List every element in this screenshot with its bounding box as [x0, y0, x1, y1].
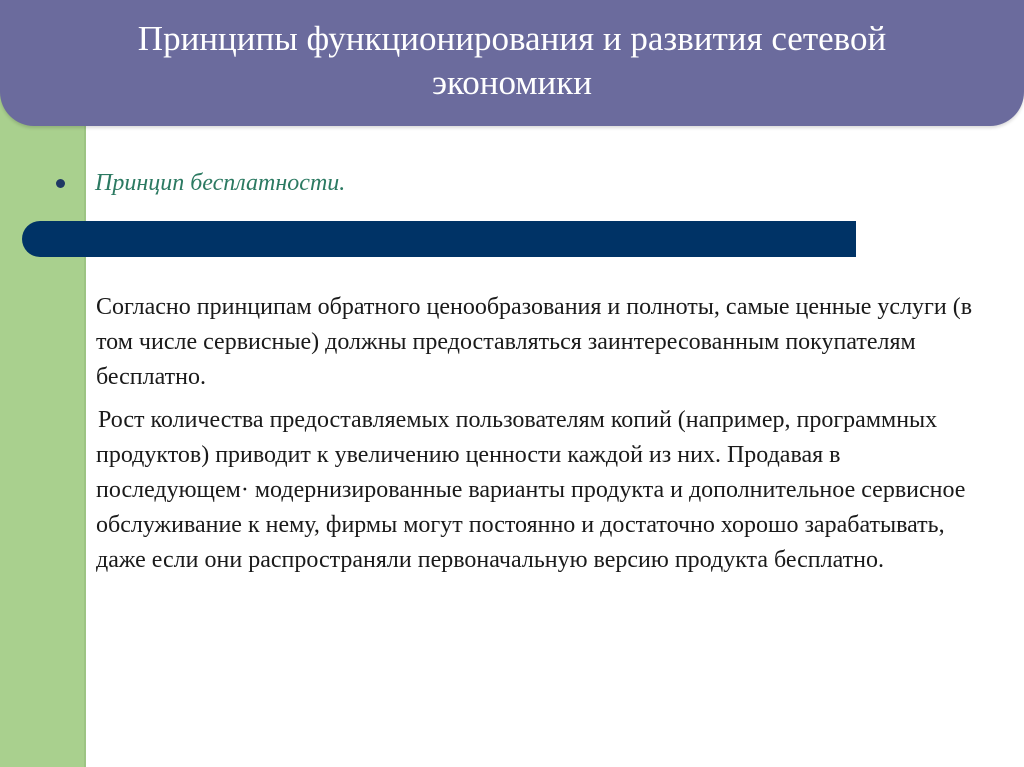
- bullet-dot-icon: [56, 179, 65, 188]
- paragraph-2: Рост количества предоставляемых пользователям копий (например, программных продуктов) приводит к увеличению ценности каждой из них. Продавая в последующем· модернизированные варианты продукта и дополнительное сервисное обслуживание к нему, фирмы могут постоянно и достаточно хорошо зарабатывать, даже если они распространяли первоначальную версию продукта бесплатно.: [96, 407, 966, 573]
- body-text: [96, 290, 976, 586]
- divider-bar: [22, 221, 856, 257]
- bullet-item: [56, 170, 345, 197]
- slide-title-line-1: Принципы функционирования и развития сетевой: [137, 19, 887, 58]
- slide-title-line-2: экономики: [432, 63, 592, 102]
- title-bar: [0, 0, 1024, 126]
- paragraph-1: Согласно принципам обратного ценообразования и полноты, самые ценные услуги (в том числе сервисные) должны предоставляться заинтересованным покупателям бесплатно.: [96, 294, 973, 390]
- bullet-text: Принцип бесплатности.: [95, 170, 346, 196]
- slide-title: [62, 17, 962, 105]
